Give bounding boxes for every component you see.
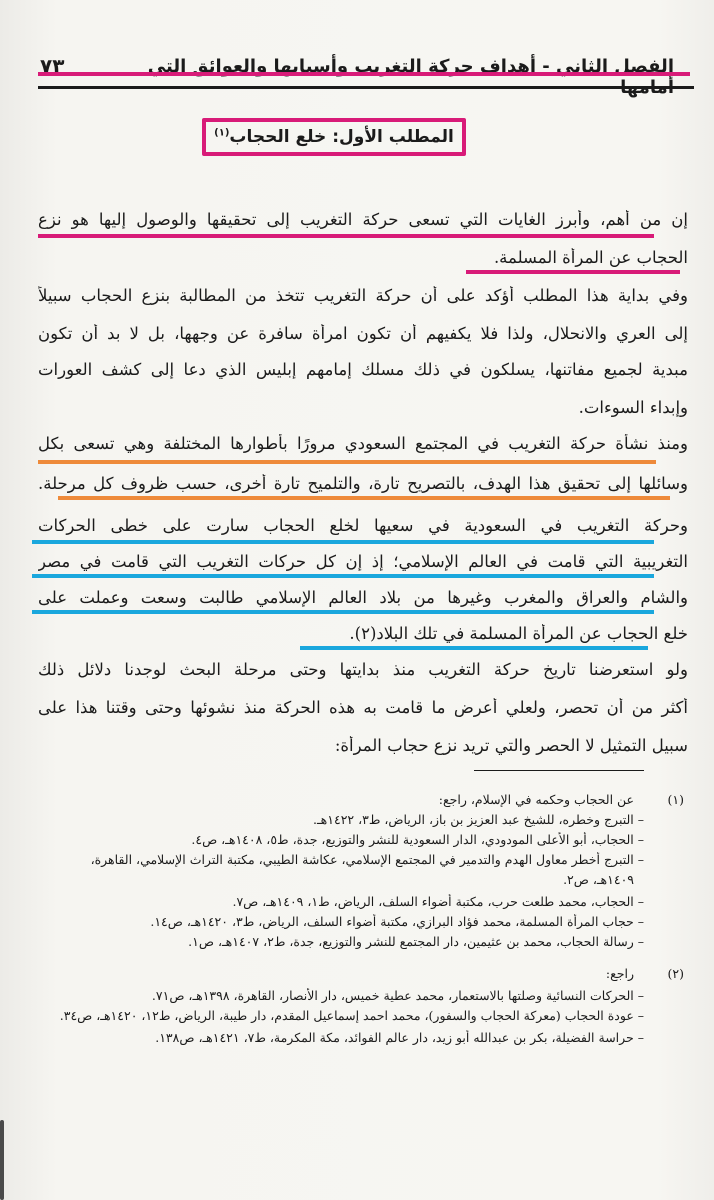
- page-edge-shadow: [0, 1120, 4, 1200]
- body-line: خلع الحجاب عن المرأة المسلمة في تلك البلاد(٢).: [349, 624, 688, 643]
- blue-underline: [300, 646, 648, 650]
- footnote-line: – عودة الحجاب (معركة الحجاب والسفور)، محمد احمد إسماعيل المقدم، دار طيبة، الرياض، ط١٢، ١٤٢٠هـ، ص٣٤.: [59, 1008, 644, 1023]
- body-line: الحجاب عن المرأة المسلمة.: [493, 248, 688, 267]
- pink-underline: [38, 234, 654, 238]
- orange-underline: [38, 460, 656, 464]
- footnote-line: – الحركات النسائية وصلتها بالاستعمار، محمد عطية خميس، دار الأنصار، القاهرة، ١٣٩٨هـ، ص٧١.: [151, 988, 644, 1003]
- footnote-line: – الحجاب، محمد طلعت حرب، مكتبة أضواء السلف، الرياض، ط١، ١٤٠٩هـ، ص٧.: [232, 894, 644, 909]
- footnote-2-number: (٢): [667, 966, 684, 981]
- header-pink-underline: [38, 72, 690, 76]
- footnote-line: راجع:: [605, 966, 634, 981]
- footnote-separator: [474, 770, 644, 771]
- chapter-header: الفصل الثاني - أهداف حركة التغريب وأسبابها والعوائق التي أمامها: [147, 56, 674, 98]
- body-line: وإبداء السوءات.: [578, 398, 688, 417]
- section-title-text: المطلب الأول: خلع الحجاب: [229, 127, 454, 147]
- section-title: [214, 127, 454, 147]
- header-rule: [38, 86, 694, 89]
- body-line: ومنذ نشأة حركة التغريب في المجتمع السعودي مرورًا بأطوارها المختلفة وهي تسعى بكل: [38, 434, 688, 453]
- footnote-line: – رسالة الحجاب، محمد بن عثيمين، دار المجتمع للنشر والتوزيع، جدة، ط٢، ١٤٠٧هـ، ص١.: [188, 934, 644, 949]
- body-line: وسائلها إلى تحقيق هذا الهدف، بالتصريح تارة، والتلميح تارة أخرى، حسب ظروف كل مرحلة.: [38, 474, 688, 493]
- pink-underline: [466, 270, 680, 274]
- blue-underline: [32, 574, 654, 578]
- body-line: التغريبية التي قامت في العالم الإسلامي؛ إذ إن كل حركات التغريب التي قامت في مصر: [38, 552, 688, 571]
- section-title-box: [202, 118, 466, 156]
- body-line: أكثر من أن تحصر، ولعلي أعرض ما قامت به هذه الحركة منذ نشوئها وحتى وقتنا هذا على: [38, 698, 688, 717]
- blue-underline: [32, 610, 654, 614]
- body-line: إن من أهم، وأبرز الغايات التي تسعى حركة التغريب إلى تحقيقها والوصول إليها هو نزع: [38, 210, 688, 229]
- body-line: ولو استعرضنا تاريخ حركة التغريب منذ بدايتها وحتى مرحلة البحث لوجدنا دلائل ذلك: [38, 660, 688, 679]
- body-line: إلى العري والانحلال، ولذا فلا يكفيهم أن تكون امرأة سافرة عن وجهها، بل لا بد أن تكون: [38, 324, 688, 343]
- body-line: وفي بداية هذا المطلب أؤكد على أن حركة التغريب تتخذ من المطالبة بنزع الحجاب سبيلاً: [38, 286, 688, 305]
- footnote-line: عن الحجاب وحكمه في الإسلام، راجع:: [438, 792, 634, 807]
- body-line: وحركة التغريب في السعودية في سعيها لخلع الحجاب سارت على خطى الحركات: [38, 516, 688, 535]
- blue-underline: [32, 540, 654, 544]
- orange-underline: [58, 496, 670, 500]
- body-line: سبيل التمثيل لا الحصر والتي تريد نزع حجاب المرأة:: [334, 736, 688, 755]
- footnote-line: ١٤٠٩هـ، ص٢.: [563, 872, 634, 887]
- body-line: مبدية لجميع مفاتنها، يسلكون في ذلك مسلك إمامهم إبليس الذي دعا إلى كشف العورات: [38, 360, 688, 379]
- body-line: والشام والعراق والمغرب وغيرها من بلاد العالم الإسلامي طالبت وسعت وعملت على: [38, 588, 688, 607]
- footnote-1-number: (١): [667, 792, 684, 807]
- footnote-line: – التبرج أخطر معاول الهدم والتدمير في المجتمع الإسلامي، عكاشة الطيبي، مكتبة التراث الإسلامي، القاهرة،: [90, 852, 644, 867]
- footnote-line: – التبرج وخطره، للشيخ عبد العزيز بن باز، الرياض، ط٣، ١٤٢٢هـ.: [313, 812, 644, 827]
- footnote-line: – حراسة الفضيلة، بكر بن عبدالله أبو زيد، دار عالم الفوائد، مكة المكرمة، ط٧، ١٤٢١هـ، ص١٣٨.: [155, 1030, 644, 1045]
- section-footnote-ref: (١): [214, 127, 230, 139]
- footnote-line: – الحجاب، أبو الأعلى المودودي، الدار السعودية للنشر والتوزيع، جدة، ط٥، ١٤٠٨هـ، ص٤.: [191, 832, 644, 847]
- footnote-line: – حجاب المرأة المسلمة، محمد فؤاد البرازي، مكتبة أضواء السلف، الرياض، ط٣، ١٤٢٠هـ، ص١٤.: [150, 914, 644, 929]
- page-number: ٧٣: [40, 54, 65, 78]
